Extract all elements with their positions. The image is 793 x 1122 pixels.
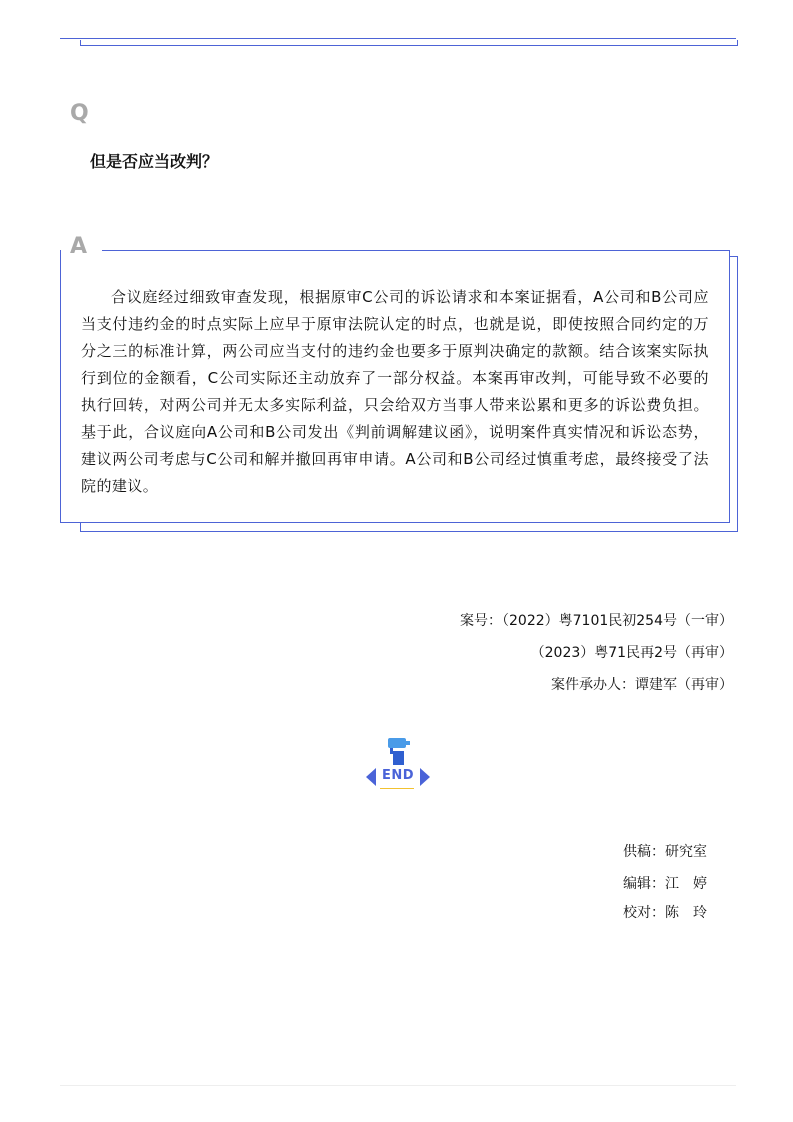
answer-body	[81, 284, 709, 500]
end-badge	[364, 736, 432, 794]
case-number-first-instance: 案号：（2022）粤7101民初254号（一审）	[460, 613, 733, 629]
end-underline	[380, 788, 414, 789]
case-number-retrial: （2023）粤71民再2号（再审）	[530, 645, 733, 661]
top-frame-shadow	[80, 40, 738, 46]
bottom-divider	[60, 1085, 736, 1086]
answer-marker: A	[70, 234, 88, 259]
end-label: END	[381, 768, 415, 783]
case-handler: 案件承办人：谭建军（再审）	[551, 677, 733, 693]
question-marker: Q	[70, 101, 89, 126]
question-text: 但是否应当改判？	[90, 152, 219, 171]
top-frame-line	[60, 38, 736, 39]
answer-box-top-border	[102, 250, 730, 251]
paint-roller-icon	[364, 736, 432, 794]
credit-contributor: 供稿：研究室	[623, 844, 707, 860]
credit-proofreader: 校对：陈 玲	[623, 905, 707, 921]
answer-paragraph: 合议庭经过细致审查发现，根据原审C公司的诉讼请求和本案证据看，A公司和B公司应当支付违约金的时点实际上应早于原审法院认定的时点，也就是说，即使按照合同约定的万分之三的标准计算，两公司应当支付的违约金也要多于原判决确定的款额。结合该案实际执行到位的金额看，C公司实际还主动放弃了一部分权益。本案再审改判，可能导致不必要的执行回转，对两公司并无太多实际利益，只会给双方当事人带来讼累和更多的诉讼费负担。基于此，合议庭向A公司和B公司发出《判前调解建议函》，说明案件真实情况和诉讼态势，建议两公司考虑与C公司和解并撤回再审申请。A公司和B公司经过慎重考虑，最终接受了法院的建议。	[81, 288, 709, 495]
credit-editor: 编辑：江 婷	[623, 876, 707, 892]
